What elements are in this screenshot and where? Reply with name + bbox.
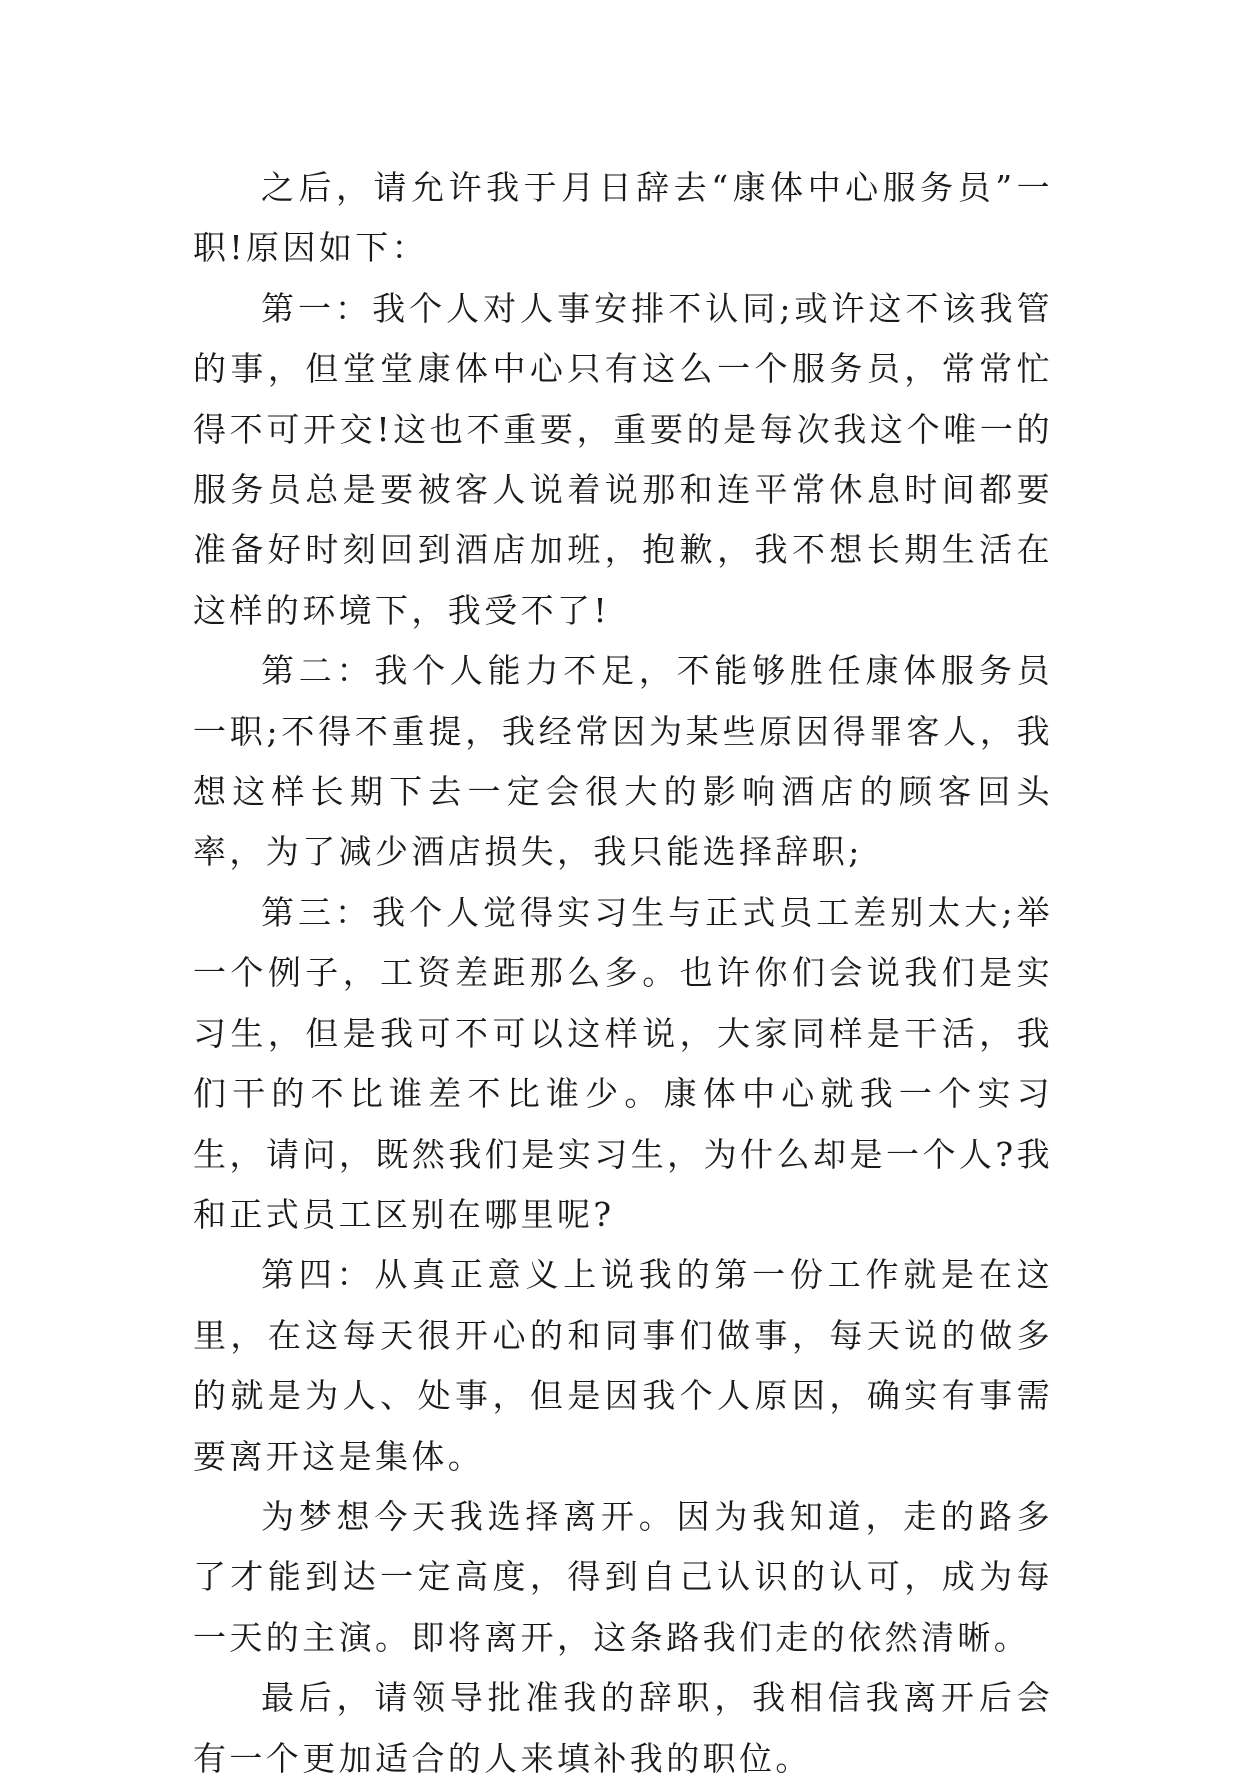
paragraph-reason-three: 第三：我个人觉得实习生与正式员工差别太大;举一个例子，工资差距那么多。也许你们会说我们是实习生，但是我可不可以这样说，大家同样是干活，我们干的不比谁差不比谁少。康体中心就我一个实习生，请问，既然我们是实习生，为什么却是一个人?我和正式员工区别在哪里呢? — [193, 892, 1053, 1234]
paragraph-reason-four: 第四：从真正意义上说我的第一份工作就是在这里，在这每天很开心的和同事们做事，每天说的做多的就是为人、处事，但是因我个人原因，确实有事需要离开这是集体。 — [193, 1255, 1053, 1476]
document-body — [193, 158, 1053, 1789]
paragraph-dream: 为梦想今天我选择离开。因为我知道，走的路多了才能到达一定高度，得到自己认识的认可，成为每一天的主演。即将离开，这条路我们走的依然清晰。 — [193, 1496, 1053, 1657]
paragraph-intro: 之后，请允许我于月日辞去“康体中心服务员”一职!原因如下： — [193, 168, 1053, 268]
paragraph-reason-one: 第一：我个人对人事安排不认同;或许这不该我管的事，但堂堂康体中心只有这么一个服务员，常常忙得不可开交!这也不重要，重要的是每次我这个唯一的服务员总是要被客人说着说那和连平常休息时间都要准备好时刻回到酒店加班，抱歉，我不想长期生活在这样的环境下，我受不了! — [193, 288, 1053, 630]
paragraph-reason-two: 第二：我个人能力不足，不能够胜任康体服务员一职;不得不重提，我经常因为某些原因得罪客人，我想这样长期下去一定会很大的影响酒店的顾客回头率，为了减少酒店损失，我只能选择辞职; — [193, 651, 1053, 872]
paragraph-closing: 最后，请领导批准我的辞职，我相信我离开后会有一个更加适合的人来填补我的职位。 — [193, 1678, 1053, 1778]
